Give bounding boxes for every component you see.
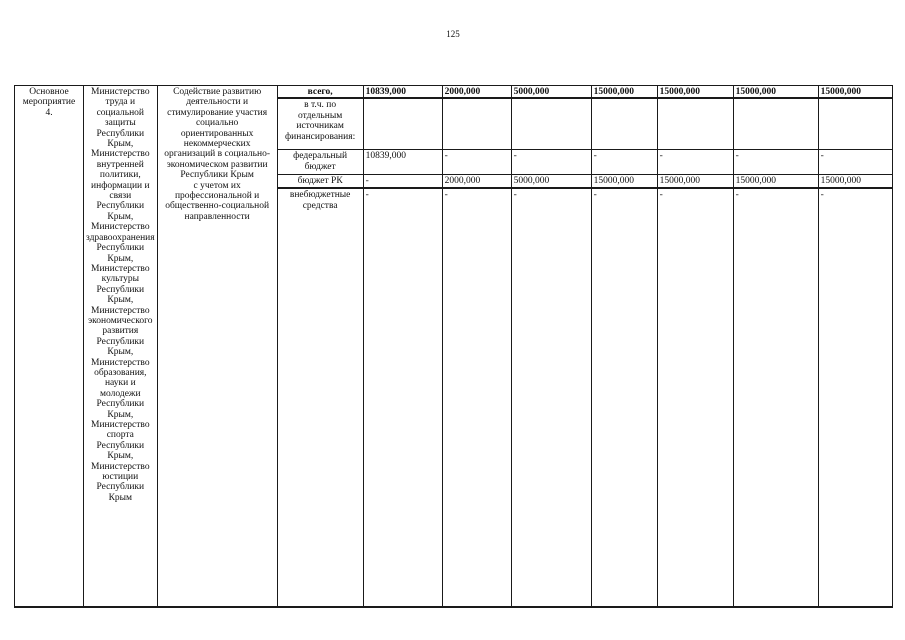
source-label-including xyxy=(277,98,363,150)
description-line: социально xyxy=(195,118,239,129)
executor-line: связи xyxy=(109,191,132,202)
value-total-5: 15000,000 xyxy=(657,86,733,99)
value-total-2: 2000,000 xyxy=(442,86,511,99)
value-federal-4: - xyxy=(591,150,657,175)
value-extrabudgetary-5: - xyxy=(657,188,733,607)
description-line: Республики Крым xyxy=(180,170,254,181)
executor-line: Министерство xyxy=(91,263,150,274)
executor-line: Министерство xyxy=(91,461,150,472)
executor-line: Крым, xyxy=(107,409,134,420)
description-line: профессиональной и xyxy=(174,191,260,202)
value-extrabudgetary-3: - xyxy=(511,188,591,607)
executor-line: Республики xyxy=(96,399,145,410)
executor-line: молодежи xyxy=(100,388,141,399)
executor-line: образования, xyxy=(94,367,147,378)
value-federal-1: 10839,000 xyxy=(363,150,442,175)
source-line: внебюджетные xyxy=(289,190,351,201)
source-line: финансирования: xyxy=(285,131,356,142)
description-line: экономическом развитии xyxy=(166,159,268,170)
executor-line: защиты xyxy=(104,118,136,129)
executor-line: Республики xyxy=(96,128,145,139)
value-rk-7: 15000,000 xyxy=(818,175,892,189)
event-name-line: Основное xyxy=(29,87,69,97)
source-line: бюджет xyxy=(304,161,336,172)
description-line: направленности xyxy=(184,211,250,222)
source-line: федеральный xyxy=(293,151,348,162)
value-total-1: 10839,000 xyxy=(363,86,442,99)
executor-line: Республики xyxy=(96,243,145,254)
executor-line: развития xyxy=(102,326,139,337)
value-rk-6: 15000,000 xyxy=(733,175,818,189)
executors-cell xyxy=(84,86,158,608)
description-line: организаций в социально- xyxy=(164,149,270,160)
value-extrabudgetary-6: - xyxy=(733,188,818,607)
executor-line: политики, xyxy=(99,170,141,181)
executor-line: Республики xyxy=(96,284,145,295)
value-federal-6: - xyxy=(733,150,818,175)
executor-line: культуры xyxy=(101,274,140,285)
description-line: Содействие развитию xyxy=(173,87,262,97)
executor-line: Республики xyxy=(96,201,145,212)
executor-line: Министерство xyxy=(91,87,150,97)
value-rk-4: 15000,000 xyxy=(591,175,657,189)
executor-line: экономического xyxy=(88,315,153,326)
executor-line: Крым, xyxy=(107,211,134,222)
value-total-4: 15000,000 xyxy=(591,86,657,99)
financing-table xyxy=(14,85,893,608)
value-total-6: 15000,000 xyxy=(733,86,818,99)
row-total xyxy=(15,86,893,99)
source-label-total: всего, xyxy=(277,86,363,99)
source-line: средства xyxy=(302,200,338,211)
value-rk-1: - xyxy=(363,175,442,189)
source-label-extrabudgetary xyxy=(277,188,363,607)
value-including-5 xyxy=(657,98,733,150)
value-including-4 xyxy=(591,98,657,150)
executor-line: Республики xyxy=(96,482,145,493)
executor-line: юстиции xyxy=(102,472,139,483)
executor-line: внутренней xyxy=(96,159,144,170)
value-extrabudgetary-4: - xyxy=(591,188,657,607)
value-extrabudgetary-7: - xyxy=(818,188,892,607)
source-line: в т.ч. по xyxy=(304,100,337,111)
executor-line: Министерство xyxy=(91,420,150,430)
value-extrabudgetary-2: - xyxy=(442,188,511,607)
executor-line: Крым xyxy=(108,492,133,503)
value-federal-7: - xyxy=(818,150,892,175)
description-line: ориентированных xyxy=(180,128,254,139)
executor-line: Крым, xyxy=(107,451,134,462)
event-name-line: 4. xyxy=(45,107,53,118)
value-including-7 xyxy=(818,98,892,150)
executor-line: Министерство xyxy=(91,357,150,368)
executor-line: спорта xyxy=(106,430,134,441)
value-federal-2: - xyxy=(442,150,511,175)
source-label-rk: бюджет РК xyxy=(277,175,363,189)
executor-line: Министерство xyxy=(91,149,150,160)
description-line: стимулирование участия xyxy=(167,107,268,118)
page-number: 125 xyxy=(446,29,460,39)
value-federal-5: - xyxy=(657,150,733,175)
event-name-line: мероприятие xyxy=(22,97,76,108)
executor-line: Республики xyxy=(96,440,145,451)
value-federal-3: - xyxy=(511,150,591,175)
source-line: отдельным xyxy=(297,110,343,121)
executor-line: Республики xyxy=(96,336,145,347)
executor-line: Крым, xyxy=(107,347,134,358)
value-rk-5: 15000,000 xyxy=(657,175,733,189)
value-including-3 xyxy=(511,98,591,150)
executor-line: науки и xyxy=(104,378,136,389)
executor-line: здравоохранения xyxy=(86,232,155,243)
value-including-6 xyxy=(733,98,818,150)
executor-line: Крым, xyxy=(107,295,134,306)
event-name-cell xyxy=(15,86,84,608)
description-cell xyxy=(157,86,277,608)
source-label-federal xyxy=(277,150,363,175)
value-total-3: 5000,000 xyxy=(511,86,591,99)
description-line: с учетом их xyxy=(193,180,241,191)
executor-line: Министерство xyxy=(91,222,150,233)
value-including-2 xyxy=(442,98,511,150)
description-line: общественно-социальной xyxy=(165,201,270,212)
executor-line: социальной xyxy=(96,107,145,118)
executor-line: Крым, xyxy=(107,253,134,264)
value-total-7: 15000,000 xyxy=(818,86,892,99)
value-rk-2: 2000,000 xyxy=(442,175,511,189)
description-line: некоммерческих xyxy=(183,139,251,150)
executor-line: Министерство xyxy=(91,305,150,316)
source-line: источникам xyxy=(296,121,344,132)
description-line: деятельности и xyxy=(186,97,249,108)
executor-line: труда и xyxy=(105,97,136,108)
executor-line: Крым, xyxy=(107,139,134,150)
value-rk-3: 5000,000 xyxy=(511,175,591,189)
value-extrabudgetary-1: - xyxy=(363,188,442,607)
executor-line: информации и xyxy=(91,180,150,191)
value-including-1 xyxy=(363,98,442,150)
